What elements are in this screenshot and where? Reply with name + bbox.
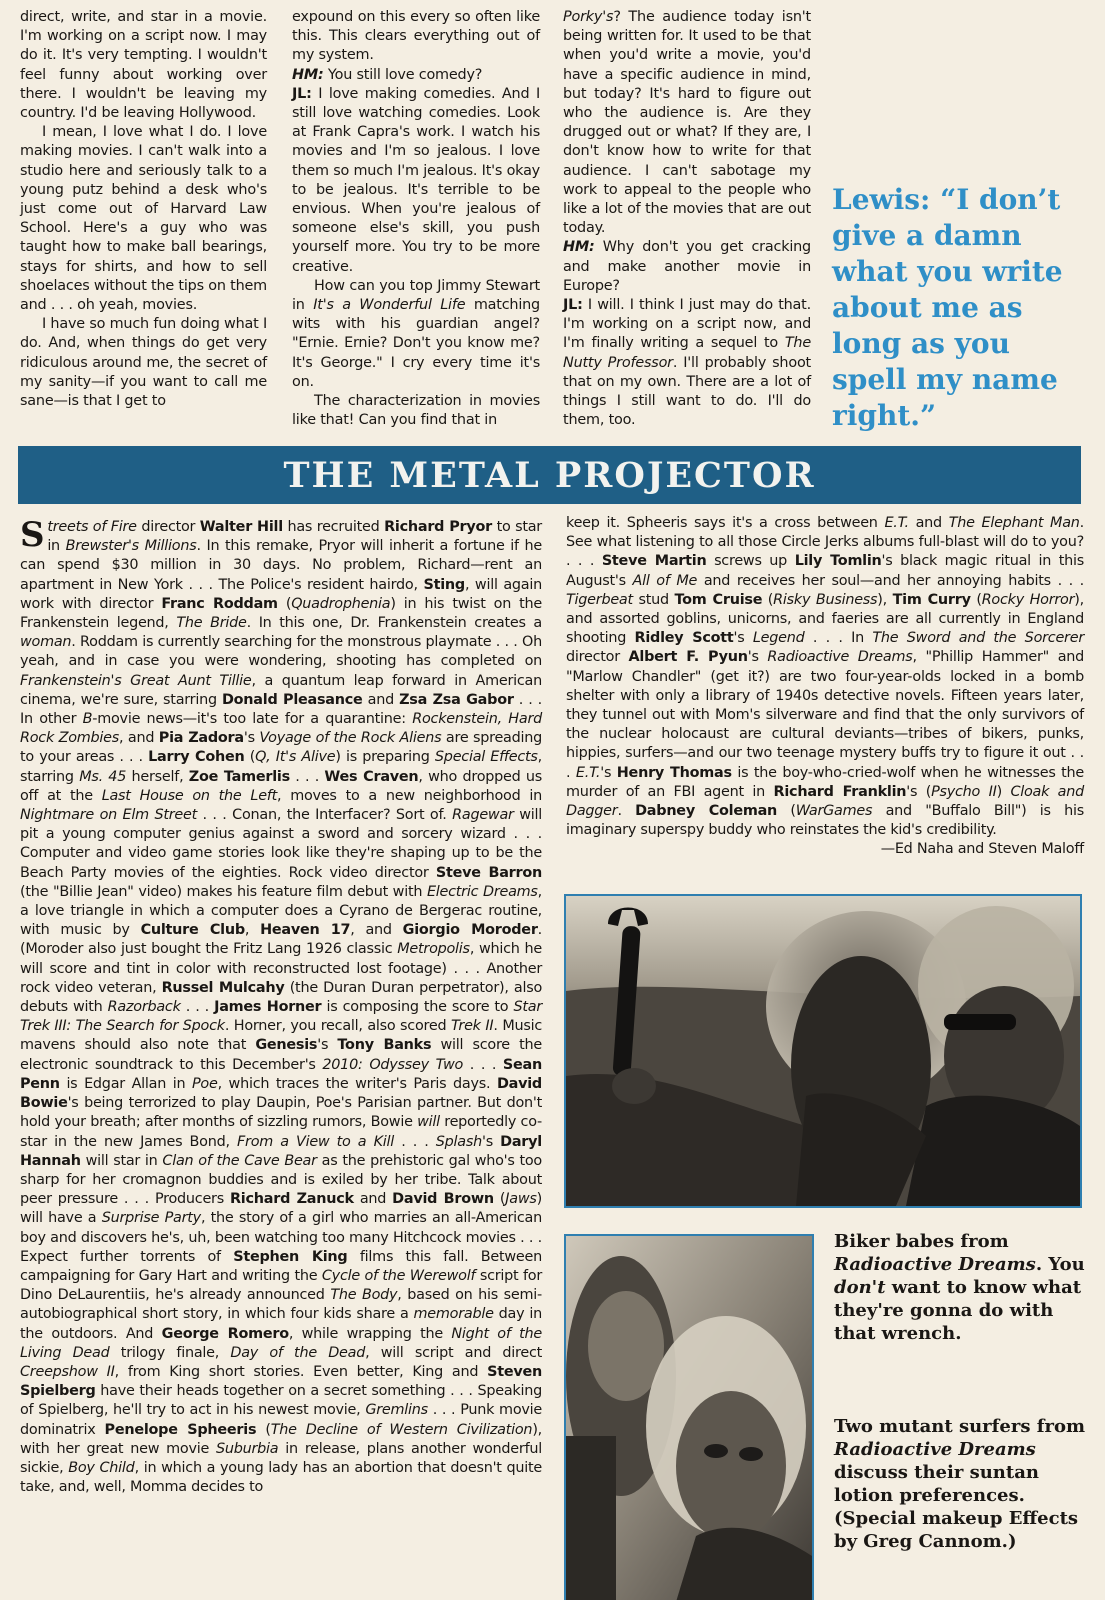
text-run: . In this one, Dr. Frankenstein creates a bbox=[246, 615, 543, 632]
text-run: , based on his semi-autobiographical short story, in which four kids share a bbox=[20, 1287, 542, 1323]
text-run: . . . bbox=[394, 1133, 436, 1150]
text-run: 's black magic ritual in this August's bbox=[566, 553, 1085, 589]
film-title: Porky's bbox=[563, 9, 614, 25]
photo-image bbox=[566, 1236, 812, 1600]
photo-caption-1 bbox=[834, 1230, 1094, 1345]
bold-name: James Horner bbox=[214, 999, 322, 1016]
italic-title: Risky Business bbox=[773, 591, 878, 608]
text-run: . . . Punk movie dominatrix bbox=[20, 1402, 542, 1438]
italic-title: will bbox=[417, 1114, 440, 1131]
italic-title: Razorback bbox=[107, 999, 181, 1016]
interview-paragraph bbox=[292, 277, 540, 392]
bold-name: Albert F. Pyun bbox=[628, 649, 748, 666]
text-run: , while wrapping the bbox=[288, 1325, 452, 1342]
bold-name: Zoe Tamerlis bbox=[188, 768, 290, 785]
text-run: 's bbox=[243, 730, 260, 747]
italic-title: Star Trek III: The Search for Spock bbox=[20, 999, 542, 1035]
text-run: , and bbox=[350, 922, 403, 939]
text-run: 's bbox=[317, 1037, 338, 1054]
text-run: will star in bbox=[80, 1152, 163, 1169]
text-run: will pit a young computer genius against a sword and sorcery wizard . . . Computer and video game stories look like they're shaping up to be the Beach Party movies of the eighties. Rock video director bbox=[20, 807, 542, 881]
bold-name: Walter Hill bbox=[199, 519, 283, 535]
text-run: . (Moroder also just bought the Fritz Lang 1926 classic bbox=[20, 922, 542, 958]
text-run: . . . In other bbox=[20, 691, 542, 728]
bold-name: Daryl Hannah bbox=[20, 1133, 542, 1169]
bold-name: Stephen King bbox=[233, 1248, 348, 1265]
film-title: The Nutty Professor bbox=[563, 335, 811, 371]
bold-name: Pia Zadora bbox=[158, 730, 244, 747]
text-run: and bbox=[908, 515, 949, 531]
text-run: . In this remake, Pryor will inherit a fortune if he can spend $30 million in 30 days. No problem, Richard—rent an apartment in New York . . . The Police's resident hairdo, bbox=[20, 538, 543, 593]
bold-name: Penelope Spheeris bbox=[104, 1421, 257, 1438]
photo-mutant-surfers bbox=[564, 1234, 814, 1600]
interview-paragraph: I mean, I love what I do. I love making movies. I can't walk into a studio here and seriously talk to a young putz behind a desk who's just come out of Harvard Law School. Here's a guy who was taught how to make ball bearings, stays for shirts, and how to sell shoelaces without the tips on them and . . . oh yeah, movies. bbox=[20, 124, 267, 314]
text-run: Two mutant surfers from bbox=[834, 1416, 1086, 1437]
bold-name: Sting bbox=[423, 576, 465, 593]
italic-title: Jaws bbox=[505, 1191, 537, 1208]
bold-name: Lily Tomlin bbox=[794, 553, 882, 570]
bold-name: Richard Zanuck bbox=[229, 1191, 354, 1208]
italic-title: Radioactive Dreams bbox=[767, 649, 913, 666]
italic-title: E.T. bbox=[575, 764, 601, 781]
bold-name: Genesis bbox=[255, 1037, 318, 1054]
text-run: want to know what they're gonna do with that wrench. bbox=[834, 1277, 1082, 1344]
text-run: ) will have a bbox=[20, 1191, 542, 1227]
text-run: , a love triangle in which a computer does a Cyrano de Bergerac routine, with music by bbox=[20, 883, 542, 939]
bold-name: Richard Pryor bbox=[384, 519, 492, 535]
italic-title: Tigerbeat bbox=[566, 591, 633, 608]
text-run: ) in his twist on the Frankenstein legend, bbox=[20, 595, 542, 632]
italic-title: Radioactive Dreams bbox=[834, 1254, 1036, 1275]
text-run: , which traces the writer's Paris days. bbox=[217, 1075, 497, 1092]
text-run: day in the outdoors. And bbox=[20, 1306, 542, 1342]
news-paragraph bbox=[566, 514, 1084, 840]
bold-name: Larry Cohen bbox=[148, 749, 245, 766]
italic-title: E.T. bbox=[884, 515, 909, 531]
text-run: in release, plans another wonderful sickie, bbox=[20, 1440, 542, 1476]
italic-title: Metropolis bbox=[397, 941, 470, 958]
text-run: and bbox=[362, 691, 400, 708]
text-run: . Horner, you recall, also scored bbox=[224, 1018, 451, 1035]
italic-title: Cloak and Dagger bbox=[566, 783, 1085, 820]
italic-title: Last House on the Left bbox=[101, 787, 278, 804]
text-run: is composing the score to bbox=[321, 999, 514, 1016]
italic-title: Poe bbox=[192, 1075, 218, 1092]
italic-title: The Body bbox=[330, 1287, 398, 1304]
text-run: 's bbox=[600, 764, 617, 781]
italic-title: The Bride bbox=[176, 615, 247, 632]
news-column-left bbox=[20, 515, 543, 1497]
text-run: films this fall. Between campaigning for Gary Hart and writing the bbox=[20, 1248, 542, 1284]
italic-title: don't bbox=[834, 1277, 886, 1298]
text-run: 's bbox=[747, 649, 768, 666]
text-run: keep it. Spheeris says it's a cross between bbox=[566, 515, 885, 531]
bold-name: Richard Franklin bbox=[773, 783, 907, 800]
text-run: ( bbox=[762, 591, 774, 608]
bold-name: David Brown bbox=[392, 1191, 494, 1208]
text-run: , and bbox=[119, 730, 159, 747]
text-run: ( bbox=[256, 1421, 271, 1438]
speaker-label: JL: bbox=[563, 297, 583, 314]
interview-paragraph: expound on this every so often like this. This clears everything out of my system. bbox=[292, 9, 540, 64]
bold-name: Henry Thomas bbox=[616, 764, 732, 781]
text-run: stud bbox=[632, 591, 675, 608]
text-run: matching wits with his guardian angel? "Ernie. Ernie? Don't you know me? It's George." I cry every time it's on. bbox=[292, 297, 540, 390]
italic-title: All of Me bbox=[632, 572, 698, 589]
text-run: 's being terrorized to play Daupin, Poe's Parisian partner. But don't hold your breath; after months of sizzling rumors, Bowie bbox=[20, 1095, 542, 1131]
italic-title: Psycho II bbox=[931, 783, 997, 800]
text-run: , the story of a girl who marries an all-American boy and discovers he's, uh, been watching too many Hitchcock movies . . . Expect further torrents of bbox=[20, 1210, 542, 1265]
italic-title: Gremlins bbox=[365, 1402, 428, 1419]
italic-title: Frankenstein's Great Aunt Tillie bbox=[20, 672, 252, 689]
interview-column-3 bbox=[563, 8, 811, 430]
italic-title: memorable bbox=[413, 1306, 494, 1323]
text-run: . . . bbox=[463, 1056, 503, 1073]
text-run: are spreading to your areas . . . bbox=[20, 730, 543, 766]
italic-title: Special Effects bbox=[434, 749, 538, 766]
text-run: . . . bbox=[289, 768, 325, 785]
text-run: ), with her great new movie bbox=[20, 1421, 543, 1457]
italic-title: woman bbox=[20, 634, 72, 651]
bold-name: David Bowie bbox=[20, 1075, 542, 1112]
text-run: reportedly co-star in the new James Bond, bbox=[20, 1114, 542, 1150]
text-run: , who dropped us off at the bbox=[20, 768, 543, 804]
text-run: ) is preparing bbox=[335, 749, 435, 766]
italic-title: treets of Fire bbox=[47, 519, 137, 535]
bold-name: Ridley Scott bbox=[634, 630, 734, 647]
text-run: ), and assorted goblins, unicorns, and faeries are all currently in England shooting bbox=[566, 591, 1084, 647]
text-run: is the boy-who-cried-wolf when he witnesses the murder of an FBI agent in bbox=[566, 764, 1085, 800]
bold-name: George Romero bbox=[161, 1325, 289, 1342]
text-run: script for Dino DeLaurentiis, he's already announced bbox=[20, 1267, 543, 1304]
interview-column-1 bbox=[20, 8, 267, 411]
text-run: (the Duran Duran perpetrator), also debuts with bbox=[20, 979, 542, 1016]
text-run: and bbox=[353, 1191, 393, 1208]
italic-title: Clan of the Cave Bear bbox=[162, 1152, 317, 1169]
italic-title: Voyage of the Rock Aliens bbox=[259, 730, 442, 747]
interview-paragraph: direct, write, and star in a movie. I'm working on a script now. I may do it. It's very tempting. I wouldn't feel funny about working over there. I wouldn't be leaving my country. I'd be leaving Hollywood. bbox=[20, 9, 267, 122]
speaker-label: HM: bbox=[292, 66, 324, 83]
text-run: 's bbox=[482, 1133, 501, 1150]
answer-text: I love making comedies. And I still love watching comedies. Look at Frank Capra's work. I watch his movies and I'm so jealous. I love them so much I'm jealous. It's okay to be jealous. It's terrible to be envious. When you're jealous of someone else's skill, you push yourself more. You try to be more creative. bbox=[292, 85, 540, 275]
text-run: 's bbox=[733, 630, 753, 647]
italic-title: Cycle of the Werewolf bbox=[321, 1267, 476, 1284]
interview-column-2 bbox=[292, 8, 540, 430]
text-run: have their heads together on a secret something . . . Speaking of Spielberg, he'll try to act in his newest movie, bbox=[20, 1383, 542, 1419]
italic-title: Trek II bbox=[450, 1018, 494, 1035]
interview-paragraph: The characterization in movies like that! Can you find that in bbox=[292, 393, 540, 429]
speaker-label: JL: bbox=[292, 85, 312, 102]
italic-title: Suburbia bbox=[215, 1440, 279, 1457]
bold-name: Heaven 17 bbox=[260, 922, 351, 939]
text-run: How can you top Jimmy Stewart in bbox=[292, 277, 540, 314]
italic-title: 2010: Odyssey Two bbox=[322, 1056, 464, 1073]
text-run: ( bbox=[493, 1191, 506, 1208]
bold-name: Russel Mulcahy bbox=[161, 979, 285, 996]
news-column-right bbox=[566, 514, 1084, 860]
text-run: (the "Billie Jean" video) makes his feature film debut with bbox=[20, 883, 427, 900]
text-run: -movie news—it's too late for a quarantine: bbox=[92, 711, 413, 728]
film-title: It's a Wonderful Life bbox=[313, 297, 466, 314]
text-run: director bbox=[566, 649, 629, 666]
section-title: THE METAL PROJECTOR bbox=[283, 454, 816, 496]
italic-title: From a View to a Kill bbox=[237, 1133, 394, 1150]
italic-title: Boy Child bbox=[68, 1459, 135, 1476]
text-run: , will script and direct bbox=[365, 1344, 543, 1361]
italic-title: Q, It's Alive bbox=[255, 749, 336, 766]
interview-paragraph bbox=[563, 8, 811, 238]
photo-caption-2 bbox=[834, 1415, 1094, 1553]
interview-question bbox=[563, 238, 811, 296]
italic-title: The Elephant Man bbox=[948, 515, 1080, 531]
interview-paragraph: I have so much fun doing what I do. And, when things do get very ridiculous around me, the secret of my sanity—if you want to call me sane—is that I get to bbox=[20, 316, 267, 410]
bold-name: Sean Penn bbox=[20, 1056, 542, 1092]
text-run: 's ( bbox=[906, 783, 932, 800]
italic-title: Night of the Living Dead bbox=[20, 1325, 542, 1361]
byline: —Ed Naha and Steven Maloff bbox=[880, 841, 1084, 858]
text-run: . . . In bbox=[804, 630, 873, 647]
text-run: . You bbox=[1035, 1254, 1085, 1275]
text-run: has recruited bbox=[282, 519, 385, 535]
text-run: , which he will score and tint in color with reconstructed lost footage) . . . Another rock video veteran, bbox=[20, 941, 542, 996]
text-run: Biker babes from bbox=[834, 1231, 1009, 1252]
text-run: ( bbox=[970, 591, 982, 608]
italic-title: Ragewar bbox=[452, 807, 514, 824]
bold-name: Tim Curry bbox=[892, 591, 971, 608]
bold-name: Tom Cruise bbox=[674, 591, 763, 608]
bold-name: Zsa Zsa Gabor bbox=[399, 691, 514, 708]
italic-title: Quadrophenia bbox=[291, 595, 391, 612]
text-run: , will again work with director bbox=[20, 576, 542, 612]
text-run: and receives her soul—and her annoying habits . . . bbox=[697, 572, 1084, 589]
italic-title: Creepshow II bbox=[20, 1363, 115, 1380]
text-run: . . . Conan, the Interfacer? Sort of. bbox=[197, 807, 453, 824]
text-run: . Music mavens should also note that bbox=[20, 1018, 543, 1054]
italic-title: Legend bbox=[752, 630, 805, 647]
text-run: as the prehistoric gal who's too sharp for her cromagnon buddies and is exiled by her tribe. Talk about peer pressure . . . Producers bbox=[20, 1152, 542, 1208]
bold-name: Tony Banks bbox=[337, 1037, 432, 1054]
text-run: ? The audience today isn't being written for. It used to be that when you'd write a movie, you'd have a specific audience in mind, but today? It's hard to figure out who the audience is. Are they drugged out or what? If they are, I don't know how to write for that audience. I can't sabotage my work to appeal to the people who like a lot of the movies that are out today. bbox=[563, 9, 811, 237]
photo-biker-babes bbox=[564, 894, 1082, 1208]
text-run: and "Buffalo Bill") is his imaginary superspy buddy who reinstates the kid's credibility. bbox=[566, 803, 1084, 839]
italic-title: Brewster's Millions bbox=[65, 538, 197, 555]
bold-name: Wes Craven bbox=[324, 768, 419, 785]
bold-name: Culture Club bbox=[140, 922, 245, 939]
text-run: , bbox=[244, 922, 261, 939]
text-run: ( bbox=[244, 749, 256, 766]
text-run: herself, bbox=[126, 768, 189, 785]
bold-name: Franc Roddam bbox=[161, 595, 278, 612]
italic-title: Nightmare on Elm Street bbox=[20, 807, 197, 824]
interview-question bbox=[292, 66, 540, 85]
news-paragraph bbox=[20, 515, 543, 1497]
italic-title: Ms. 45 bbox=[79, 768, 127, 785]
italic-title: Surprise Party bbox=[101, 1210, 201, 1227]
italic-title: Day of the Dead bbox=[230, 1344, 366, 1361]
bold-name: Steve Martin bbox=[601, 553, 707, 570]
text-run: . See what listening to all those Circle Jerks albums full-blast will do to you? . . . bbox=[566, 515, 1084, 570]
bold-name: Donald Pleasance bbox=[221, 691, 363, 708]
interview-answer bbox=[563, 296, 811, 430]
question-text: You still love comedy? bbox=[323, 66, 483, 83]
text-run: I will. I think I just may do that. I'm working on a script now, and I'm finally writing a sequel to bbox=[563, 297, 811, 352]
text-run: , "Phillip Hammer" and "Marlow Chandler" (get it?) are two four-year-olds locked in a bomb shelter with only a library of 1940s detective novels. Fifteen years later, they tunnel out with Mom's silverware and find that the only survivors of the nuclear holocaust are cultural deviants—tribes of bikers, punks, hippies, surfers—and our two teenage mystery buffs try to figure it out . . . bbox=[566, 649, 1085, 781]
text-run: screws up bbox=[706, 553, 795, 570]
text-run: trilogy finale, bbox=[109, 1344, 231, 1361]
italic-title: The Sword and the Sorcerer bbox=[872, 630, 1084, 647]
bold-name: Steve Barron bbox=[435, 864, 542, 881]
italic-title: WarGames bbox=[795, 803, 873, 820]
photo-image bbox=[566, 896, 1080, 1206]
text-run: ( bbox=[277, 595, 292, 612]
pull-quote: Lewis: “I don’t give a damn what you write about me as long as you spell my name right.” bbox=[832, 183, 1063, 432]
text-run: discuss their suntan lotion preferences. (Special makeup Effects by Greg Cannom.) bbox=[834, 1462, 1079, 1552]
text-run: to star in bbox=[47, 519, 542, 555]
drop-cap: S bbox=[20, 515, 45, 555]
text-run: director bbox=[136, 519, 200, 535]
interview-answer bbox=[292, 85, 540, 277]
text-run: , a quantum leap forward in American cinema, we're sure, starring bbox=[20, 672, 542, 708]
bold-name: Steven Spielberg bbox=[20, 1363, 543, 1400]
speaker-label: HM: bbox=[563, 239, 595, 256]
italic-title: B bbox=[82, 711, 93, 728]
text-run: , moves to a new neighborhood in bbox=[277, 787, 542, 804]
text-run: ) bbox=[996, 783, 1011, 800]
bold-name: Giorgio Moroder bbox=[402, 922, 538, 939]
italic-title: Splash bbox=[435, 1133, 482, 1150]
italic-title: The Decline of Western Civilization bbox=[270, 1421, 533, 1438]
text-run: . . . bbox=[180, 999, 215, 1016]
text-run: . Roddam is currently searching for the monstrous playmate . . . Oh yeah, and in case you were wondering, shooting has completed on bbox=[20, 634, 542, 670]
text-run: , from King short stories. Even better, King and bbox=[114, 1363, 488, 1380]
text-run: will score the electronic soundtrack to this December's bbox=[20, 1037, 542, 1073]
text-run: . I'll probably shoot that on my own. There are a lot of things I still want to do. I'll do them, too. bbox=[563, 354, 812, 429]
bold-name: Dabney Coleman bbox=[635, 803, 778, 820]
text-run: is Edgar Allan in bbox=[59, 1075, 192, 1092]
italic-title: Electric Dreams bbox=[426, 883, 538, 900]
text-run: ( bbox=[777, 803, 796, 820]
text-run: . bbox=[617, 803, 636, 820]
question-text: Why don't you get cracking and make another movie in Europe? bbox=[563, 239, 811, 294]
italic-title: Rocky Horror bbox=[981, 591, 1075, 608]
italic-title: Rockenstein, Hard Rock Zombies bbox=[20, 711, 542, 747]
text-run: , in which a young lady has an abortion that doesn't quite take, and, well, Momma decides to bbox=[20, 1459, 542, 1496]
italic-title: Radioactive Dreams bbox=[834, 1439, 1036, 1460]
text-run: , starring bbox=[20, 749, 542, 785]
section-banner bbox=[18, 446, 1081, 504]
text-run: ), bbox=[877, 591, 893, 608]
